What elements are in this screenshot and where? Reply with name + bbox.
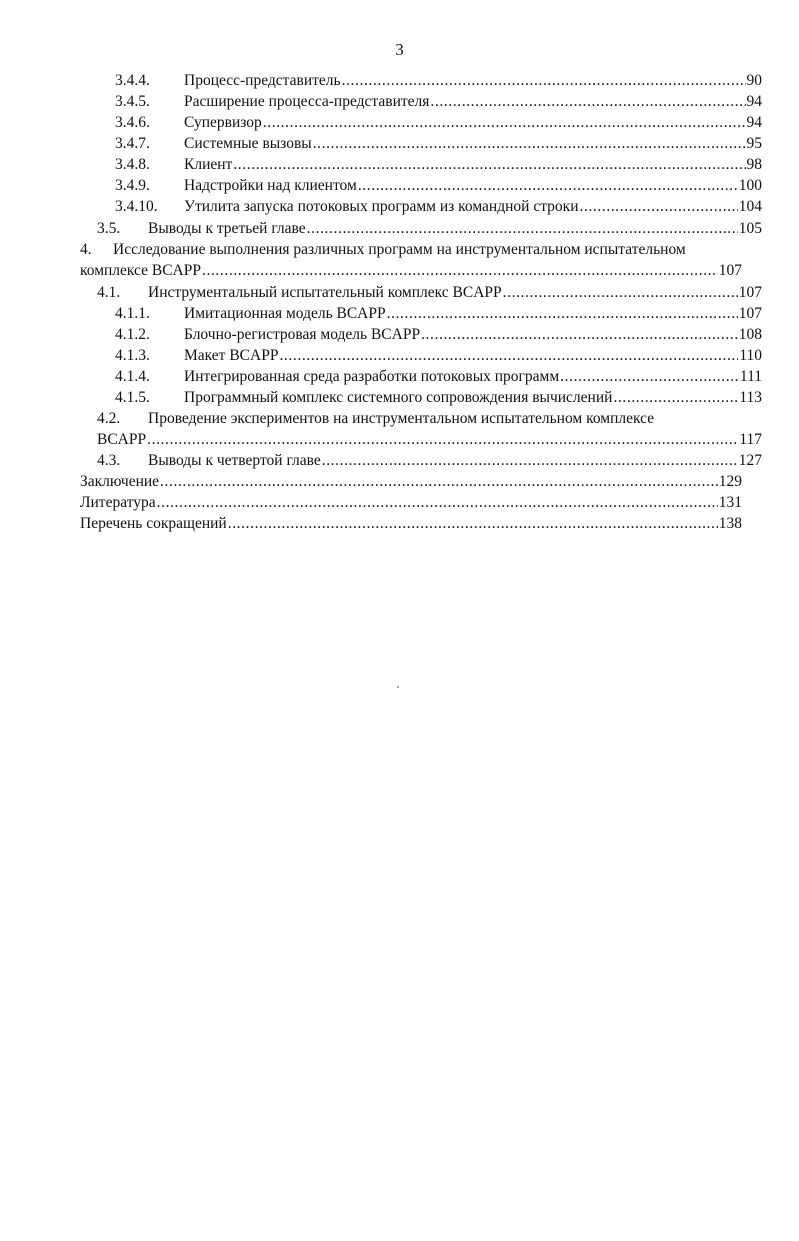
toc-entry-title: Интегрированная среда разработки потоковых программ (184, 368, 560, 385)
toc-entry[interactable] (97, 450, 762, 471)
toc-entry-title-line1: Исследование выполнения различных программ на инструментальном испытательном (113, 241, 686, 258)
toc-entry[interactable] (115, 133, 762, 154)
toc-entry[interactable] (80, 471, 742, 492)
dot-leader (430, 91, 745, 112)
toc-entry-number: 4.1.3. (115, 347, 150, 364)
toc-entry-chapter-4-line1[interactable] (80, 239, 760, 260)
toc-entry-page: 113 (739, 389, 762, 406)
toc-entry-page: 104 (738, 198, 762, 215)
dot-leader (358, 175, 738, 196)
toc-entry-title: BCAPP (97, 431, 147, 448)
toc-entry-page: 95 (746, 135, 762, 152)
dot-leader (307, 218, 738, 239)
toc-entry-number: 3.5. (97, 220, 121, 237)
dot-leader (580, 196, 738, 217)
toc-entry[interactable] (80, 260, 742, 281)
toc-entry-page: 105 (738, 220, 762, 237)
toc-entry-title: Утилита запуска потоковых программ из командной строки (184, 198, 579, 215)
toc-entry[interactable] (115, 91, 762, 112)
dot-leader (279, 345, 738, 366)
toc-entry-number: 4.1.1. (115, 305, 150, 322)
toc-entry-title: Надстройки над клиентом (184, 177, 357, 194)
toc-entry-number: 4.1.2. (115, 326, 150, 343)
toc-entry-number: 3.4.10. (115, 198, 158, 215)
toc-entry[interactable] (80, 513, 742, 534)
toc-entry-4-2-line1[interactable] (97, 408, 762, 429)
toc-entry-number: 4.2. (97, 410, 121, 427)
toc-entry-title: Программный комплекс системного сопровождения вычислений (184, 389, 613, 406)
toc-entry[interactable] (115, 345, 762, 366)
toc-entry-number: 4. (80, 241, 92, 258)
toc-entry-page: 100 (738, 177, 762, 194)
toc-entry-page: 138 (718, 515, 742, 532)
toc-entry[interactable] (115, 303, 762, 324)
toc-entry-page: 98 (746, 156, 762, 173)
dot-leader (421, 324, 738, 345)
toc-entry-title: Макет BCAPP (184, 347, 279, 364)
toc-entry-page: 107 (738, 305, 762, 322)
toc-entry-title: Выводы к третьей главе (148, 220, 306, 237)
toc-entry-page: 90 (746, 72, 762, 89)
toc-entry[interactable] (115, 112, 762, 133)
toc-entry-page: 110 (739, 347, 762, 364)
toc-entry[interactable] (115, 366, 762, 387)
toc-entry-number: 4.1.4. (115, 368, 150, 385)
toc-entry[interactable] (115, 154, 762, 175)
toc-entry-title: комплексе BCAPP (80, 262, 201, 279)
toc-entry-number: 4.1.5. (115, 389, 150, 406)
toc-entry[interactable] (115, 324, 762, 345)
toc-entry-number: 3.4.6. (115, 114, 150, 131)
toc-entry-title: Супервизор (184, 114, 262, 131)
toc-entry[interactable] (115, 175, 762, 196)
toc-entry[interactable] (97, 218, 762, 239)
toc-entry-title: Имитационная модель BCAPP (184, 305, 386, 322)
dot-leader (147, 429, 738, 450)
dot-leader (342, 70, 746, 91)
toc-entry-page: 127 (738, 452, 762, 469)
toc-entry-title: Клиент (184, 156, 233, 173)
toc-entry-page: 131 (718, 494, 742, 511)
dot-leader (228, 513, 718, 534)
toc-entry[interactable] (115, 387, 762, 408)
toc-entry-page: 111 (739, 368, 762, 385)
toc-entry-page: 94 (746, 114, 762, 131)
dot-leader (160, 471, 718, 492)
toc-entry-page: 107 (718, 262, 742, 279)
toc-entry-page: 94 (746, 93, 762, 110)
dot-leader (157, 492, 718, 513)
toc-entry[interactable] (97, 429, 762, 450)
toc-entry-number: 3.4.7. (115, 135, 150, 152)
toc-entry[interactable] (97, 282, 762, 303)
toc-entry-page: 129 (718, 473, 742, 490)
toc-entry-number: 3.4.8. (115, 156, 150, 173)
toc-entry-number: 4.1. (97, 284, 121, 301)
toc-entry-title: Заключение (80, 473, 160, 490)
dot-leader (613, 387, 738, 408)
dot-leader (313, 133, 746, 154)
toc-entry-title-line1: Проведение экспериментов на инструментальном испытательном комплексе (148, 410, 655, 427)
toc-entry-title: Системные вызовы (184, 135, 312, 152)
dot-leader (560, 366, 739, 387)
toc-entry-number: 4.3. (97, 452, 121, 469)
toc-entry-title: Перечень сокращений (80, 515, 227, 532)
toc-entry[interactable] (80, 492, 742, 513)
dot-leader (503, 282, 738, 303)
toc-entry-page: 108 (738, 326, 762, 343)
dot-leader (263, 112, 746, 133)
toc-entry-title: Расширение процесса-представителя (184, 93, 430, 110)
dot-leader (322, 450, 738, 471)
dot-leader (233, 154, 745, 175)
toc-entry-number: 3.4.9. (115, 177, 150, 194)
toc-entry[interactable] (115, 196, 762, 217)
dot-leader (387, 303, 738, 324)
page-number: 3 (395, 40, 404, 59)
toc-entry[interactable] (115, 70, 762, 91)
toc-entry-title: Инструментальный испытательный комплекс BCAPP (148, 284, 502, 301)
toc-entry-title: Блочно-регистровая модель BCAPP (184, 326, 421, 343)
dot-leader (202, 260, 718, 281)
toc-entry-number: 3.4.4. (115, 72, 150, 89)
scan-speck (397, 686, 399, 688)
toc-entry-number: 3.4.5. (115, 93, 150, 110)
toc-entry-page: 107 (738, 284, 762, 301)
toc-entry-title: Процесс-представитель (184, 72, 341, 89)
toc-entry-page: 117 (739, 431, 762, 448)
toc-entry-title: Литература (80, 494, 156, 511)
toc-entry-title: Выводы к четвертой главе (148, 452, 321, 469)
